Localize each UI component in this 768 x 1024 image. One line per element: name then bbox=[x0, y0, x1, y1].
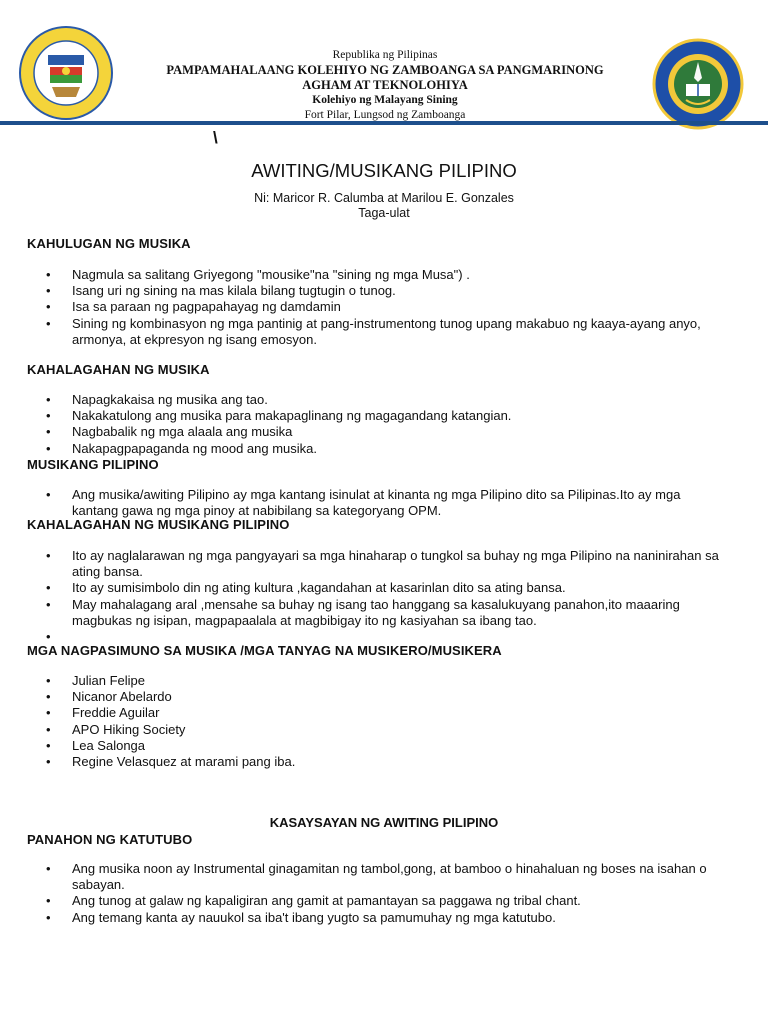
list-item: • Ang musika/awiting Pilipino ay mga kantang isinulat at kinanta ng mga Pilipino dito sa Pilipinas.Ito ay mga kantang gawa ng mga pinoy at nabibilang sa kategoryang OPM. bbox=[27, 487, 727, 519]
zscmst-seal-logo bbox=[18, 25, 114, 121]
college-line: Kolehiyo ng Malayang Sining bbox=[312, 94, 458, 106]
list-nagpasimuno bbox=[27, 673, 727, 770]
list-item: • Isang uri ng sining na mas kilala bilang tugtugin o tunog. bbox=[27, 283, 727, 299]
list-musikang-pilipino bbox=[27, 487, 727, 519]
list-item: • Ang tunog at galaw ng kapaligiran ang gamit at pamantayan sa paggawa ng tribal chant. bbox=[27, 893, 727, 909]
header-divider bbox=[0, 121, 768, 125]
school-line-1: PAMPAMAHALAANG KOLEHIYO NG ZAMBOANGA SA PANGMARINONG bbox=[166, 63, 604, 77]
list-item: • Napagkakaisa ng musika ang tao. bbox=[27, 392, 727, 408]
list-item: • Julian Felipe bbox=[27, 673, 727, 689]
stray-backslash: \ bbox=[213, 128, 218, 147]
list-item: • Nakapagpapaganda ng mood ang musika. bbox=[27, 441, 727, 457]
cens-seal-logo bbox=[652, 38, 744, 130]
section-heading-kahulugan: KAHULUGAN NG MUSIKA bbox=[27, 236, 191, 251]
document-title: AWITING/MUSIKANG PILIPINO bbox=[251, 160, 517, 181]
list-item: • Nagbabalik ng mga alaala ang musika bbox=[27, 424, 727, 440]
list-item: • May mahalagang aral ,mensahe sa buhay ng isang tao hanggang sa kasalukuyang panahon,ito maaaring magbukas ng isipan, magpapaalala at magbibigay ito ng kasiyahan sa ibang tao. bbox=[27, 597, 727, 629]
list-kahulugan bbox=[27, 267, 727, 348]
list-item: • Nagmula sa salitang Griyegong "mousike"na "sining ng mga Musa") . bbox=[27, 267, 727, 283]
list-kahalagahan-pilipino bbox=[27, 548, 727, 645]
list-item: • Ito ay naglalarawan ng mga pangyayari sa mga hinaharap o tungkol sa buhay ng mga Pilipino na naninirahan sa ating bansa. bbox=[27, 548, 727, 580]
institution-header bbox=[120, 48, 650, 123]
list-item: • Nicanor Abelardo bbox=[27, 689, 727, 705]
school-line-2: AGHAM AT TEKNOLOHIYA bbox=[302, 78, 468, 92]
list-katutubo bbox=[27, 861, 727, 926]
list-item: • Ang temang kanta ay nauukol sa iba't ibang yugto sa pamumuhay ng mga katutubo. bbox=[27, 910, 727, 926]
list-item: • Freddie Aguilar bbox=[27, 705, 727, 721]
section-heading-katutubo: PANAHON NG KATUTUBO bbox=[27, 832, 193, 847]
location-line: Fort Pilar, Lungsod ng Zamboanga bbox=[304, 109, 466, 121]
list-item: • Regine Velasquez at marami pang iba. bbox=[27, 754, 727, 770]
section-heading-nagpasimuno: MGA NAGPASIMUNO SA MUSIKA /MGA TANYAG NA MUSIKERO/MUSIKERA bbox=[27, 643, 502, 658]
section-heading-musikang-pilipino: MUSIKANG PILIPINO bbox=[27, 457, 159, 472]
list-item: • Sining ng kombinasyon ng mga pantinig at pang-instrumentong tunog upang makabuo ng kaaya-ayang anyo, armonya, at ekpresyon ng isang emosyon. bbox=[27, 316, 727, 348]
list-item: • Ang musika noon ay Instrumental ginagamitan ng tambol,gong, at bamboo o hinahaluan ng boses na isahan o sabayan. bbox=[27, 861, 727, 893]
section-heading-kahalagahan-pilipino: KAHALAGAHAN NG MUSIKANG PILIPINO bbox=[27, 517, 290, 532]
section-heading-kasaysayan: KASAYSAYAN NG AWITING PILIPINO bbox=[269, 815, 499, 830]
authors-line: Ni: Maricor R. Calumba at Marilou E. Gonzales bbox=[254, 191, 514, 205]
list-item: • APO Hiking Society bbox=[27, 722, 727, 738]
republic-line: Republika ng Pilipinas bbox=[332, 49, 438, 61]
list-item: • Lea Salonga bbox=[27, 738, 727, 754]
list-item: • Nakakatulong ang musika para makapaglinang ng magagandang katangian. bbox=[27, 408, 727, 424]
section-heading-kahalagahan: KAHALAGAHAN NG MUSIKA bbox=[27, 362, 210, 377]
list-item: • Isa sa paraan ng pagpapahayag ng damdamin bbox=[27, 299, 727, 315]
list-kahalagahan bbox=[27, 392, 727, 457]
role-line: Taga-ulat bbox=[358, 206, 410, 220]
list-item: • Ito ay sumisimbolo din ng ating kultura ,kagandahan at kasarinlan dito sa ating bansa. bbox=[27, 580, 727, 596]
